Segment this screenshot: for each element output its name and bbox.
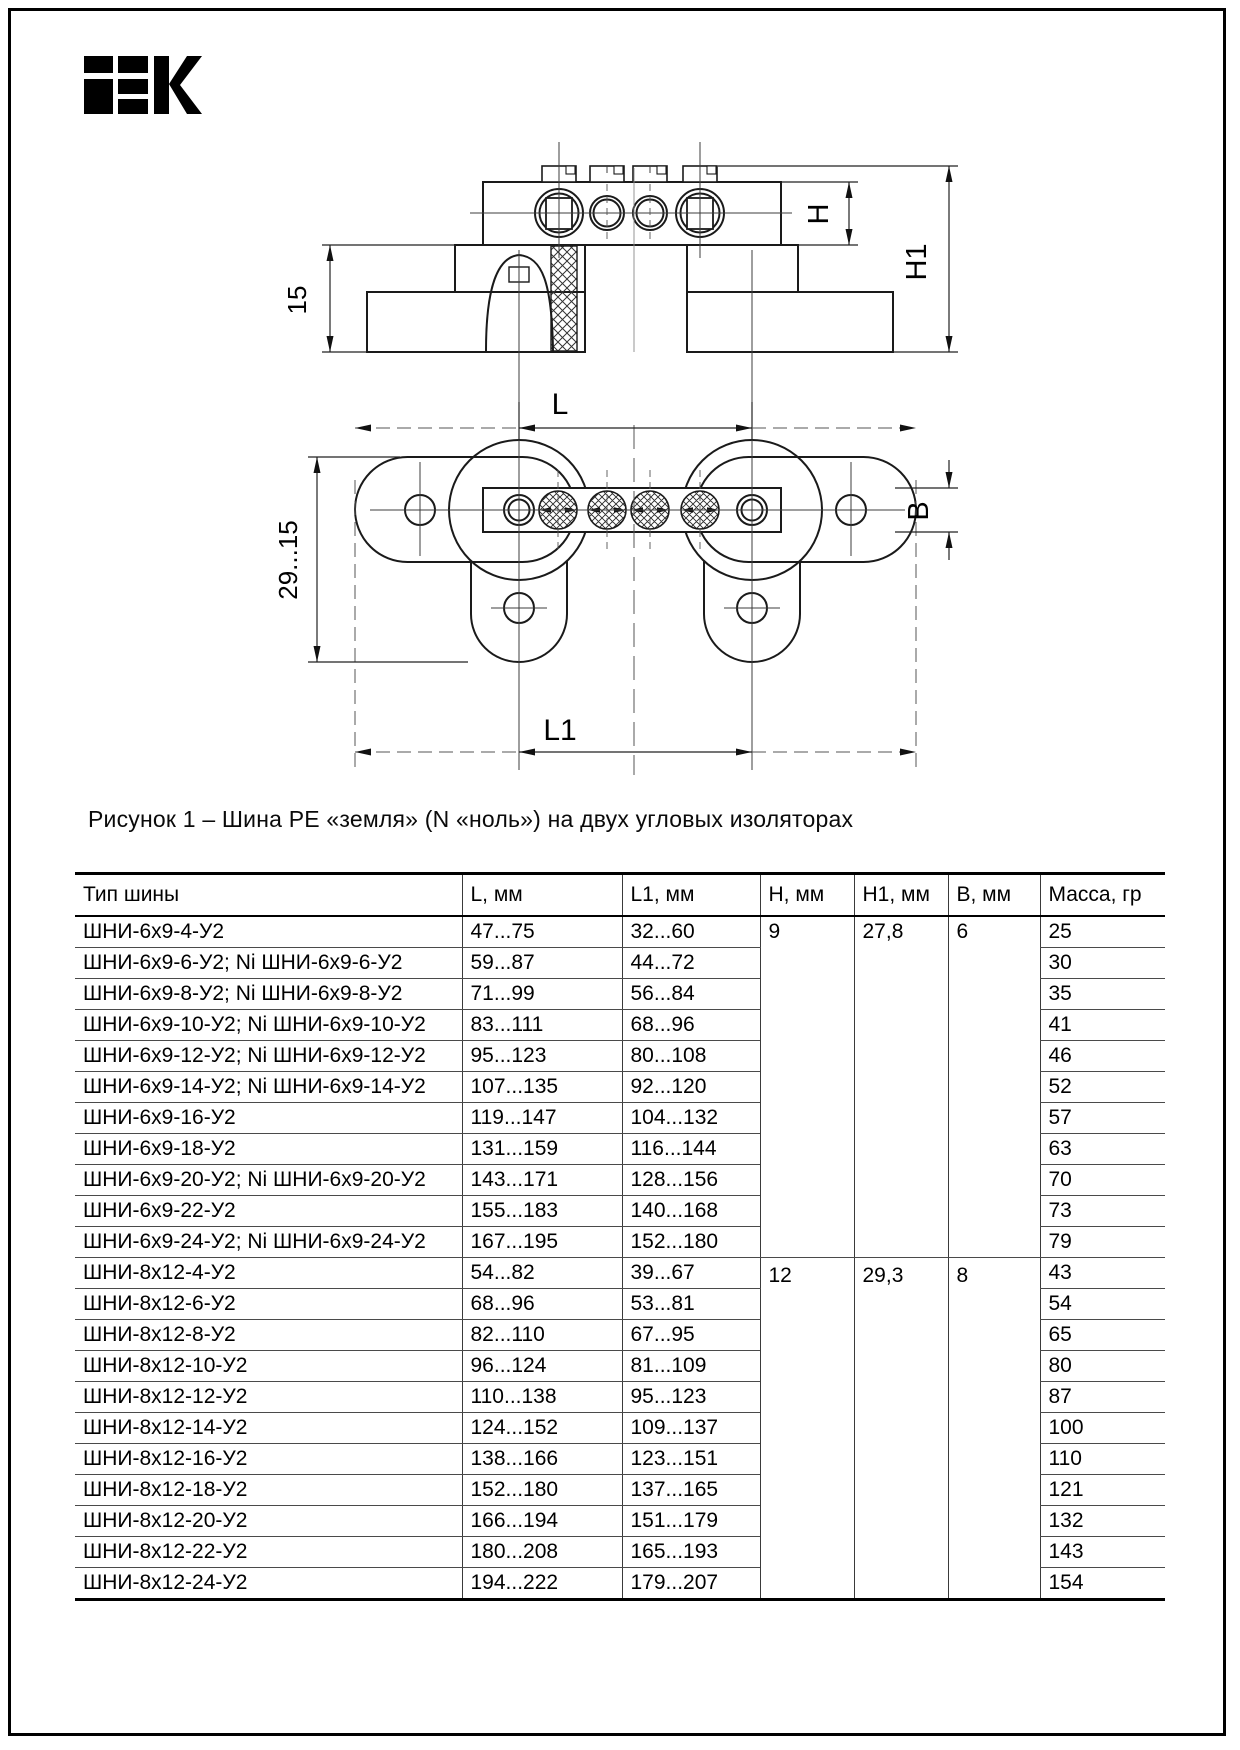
- cell-type: ШНИ-6x9-6-У2; Ni ШНИ-6x9-6-У2: [75, 948, 462, 979]
- cell-mass: 132: [1040, 1506, 1165, 1537]
- cell-l: 95...123: [462, 1041, 622, 1072]
- cell-mass: 30: [1040, 948, 1165, 979]
- dim-label-b: B: [903, 501, 935, 521]
- col-header-h: H, мм: [760, 874, 854, 917]
- cell-l1: 53...81: [622, 1289, 760, 1320]
- cell-mass: 25: [1040, 916, 1165, 948]
- cell-h1: 27,8: [854, 916, 948, 1258]
- col-header-b: B, мм: [948, 874, 1040, 917]
- cell-l: 119...147: [462, 1103, 622, 1134]
- cell-l1: 92...120: [622, 1072, 760, 1103]
- cell-type: ШНИ-6x9-10-У2; Ni ШНИ-6x9-10-У2: [75, 1010, 462, 1041]
- cell-mass: 41: [1040, 1010, 1165, 1041]
- cell-type: ШНИ-6x9-12-У2; Ni ШНИ-6x9-12-У2: [75, 1041, 462, 1072]
- col-header-type: Тип шины: [75, 874, 462, 917]
- cell-l: 167...195: [462, 1227, 622, 1258]
- cell-l: 68...96: [462, 1289, 622, 1320]
- dim-29-15: [273, 457, 468, 662]
- cell-l1: 44...72: [622, 948, 760, 979]
- cell-mass: 54: [1040, 1289, 1165, 1320]
- cell-type: ШНИ-6x9-22-У2: [75, 1196, 462, 1227]
- cell-l1: 104...132: [622, 1103, 760, 1134]
- cell-mass: 46: [1040, 1041, 1165, 1072]
- cell-l: 59...87: [462, 948, 622, 979]
- cell-l: 180...208: [462, 1537, 622, 1568]
- col-header-l1: L1, мм: [622, 874, 760, 917]
- cell-h: 9: [760, 916, 854, 1258]
- dim-label-29-15: 29...15: [273, 520, 303, 600]
- cell-type: ШНИ-8x12-4-У2: [75, 1258, 462, 1289]
- technical-drawing: [0, 0, 1240, 800]
- cell-l1: 123...151: [622, 1444, 760, 1475]
- cell-mass: 100: [1040, 1413, 1165, 1444]
- cell-type: ШНИ-8x12-24-У2: [83, 1571, 248, 1594]
- dim-l: [355, 388, 916, 440]
- cell-type: ШНИ-8x12-6-У2: [75, 1289, 462, 1320]
- cell-h: 12: [760, 1258, 854, 1600]
- cell-l: 194...222: [462, 1568, 622, 1600]
- cell-l: 54...82: [462, 1258, 622, 1289]
- cell-mass: 154: [1040, 1568, 1165, 1600]
- cell-type: ШНИ-8x12-10-У2: [75, 1351, 462, 1382]
- cell-l: 138...166: [462, 1444, 622, 1475]
- elevation-view: [282, 142, 958, 352]
- cell-l: 107...135: [462, 1072, 622, 1103]
- dimensions-table: [75, 872, 1165, 1601]
- cell-l: 166...194: [462, 1506, 622, 1537]
- cell-l1: 116...144: [622, 1134, 760, 1165]
- cell-mass: 65: [1040, 1320, 1165, 1351]
- cell-l: 47...75: [462, 916, 622, 948]
- cell-type: ШНИ-8x12-14-У2: [75, 1413, 462, 1444]
- cell-type: ШНИ-6x9-16-У2: [75, 1103, 462, 1134]
- cell-type: ШНИ-6x9-20-У2; Ni ШНИ-6x9-20-У2: [75, 1165, 462, 1196]
- dim-label-h: H: [803, 203, 835, 225]
- cell-l1: 67...95: [622, 1320, 760, 1351]
- cell-b: 6: [948, 916, 1040, 1258]
- cell-type: ШНИ-8x12-20-У2: [75, 1506, 462, 1537]
- cell-mass: 63: [1040, 1134, 1165, 1165]
- dim-label-l1: L1: [543, 714, 577, 747]
- cell-l1: 151...179: [622, 1506, 760, 1537]
- cell-mass: 87: [1040, 1382, 1165, 1413]
- dim-h: [781, 182, 858, 245]
- cell-l1: 39...67: [622, 1258, 760, 1289]
- cell-l1: 81...109: [622, 1351, 760, 1382]
- cell-l: 96...124: [462, 1351, 622, 1382]
- cell-l1: 56...84: [622, 979, 760, 1010]
- cell-l: 83...111: [462, 1010, 622, 1041]
- cell-type: ШНИ-8x12-8-У2: [75, 1320, 462, 1351]
- cell-type: ШНИ-6x9-4-У2: [75, 916, 462, 948]
- terminal-screws: [542, 166, 717, 182]
- cell-l: 124...152: [462, 1413, 622, 1444]
- cell-l1: 68...96: [622, 1010, 760, 1041]
- col-header-l: L, мм: [462, 874, 622, 917]
- cell-l1: 165...193: [622, 1537, 760, 1568]
- dim-l1: [355, 714, 916, 756]
- cell-l: 110...138: [462, 1382, 622, 1413]
- cell-l1: 152...180: [622, 1227, 760, 1258]
- cell-type: ШНИ-6x9-18-У2: [75, 1134, 462, 1165]
- cell-l1: 109...137: [622, 1413, 760, 1444]
- dim-label-15: 15: [282, 285, 312, 315]
- cell-mass: 70: [1040, 1165, 1165, 1196]
- cell-type: ШНИ-8x12-12-У2: [75, 1382, 462, 1413]
- cell-l1: 140...168: [622, 1196, 760, 1227]
- dim-label-h1: H1: [901, 243, 933, 281]
- dim-b: [895, 460, 958, 560]
- cell-l1: 95...123: [622, 1382, 760, 1413]
- cell-type: ШНИ-8x12-16-У2: [75, 1444, 462, 1475]
- cell-mass: 57: [1040, 1103, 1165, 1134]
- cell-l1: 128...156: [622, 1165, 760, 1196]
- col-header-h1: H1, мм: [854, 874, 948, 917]
- dim-label-l: L: [551, 388, 569, 421]
- table-row: [75, 916, 1165, 948]
- cell-mass: 110: [1040, 1444, 1165, 1475]
- cell-type: ШНИ-6x9-14-У2; Ni ШНИ-6x9-14-У2: [75, 1072, 462, 1103]
- cell-type: ШНИ-6x9-24-У2; Ni ШНИ-6x9-24-У2: [75, 1227, 462, 1258]
- cell-mass: 121: [1040, 1475, 1165, 1506]
- cell-type: ШНИ-8x12-22-У2: [75, 1537, 462, 1568]
- cell-l1: 137...165: [622, 1475, 760, 1506]
- cell-type: ШНИ-6x9-8-У2; Ni ШНИ-6x9-8-У2: [75, 979, 462, 1010]
- cell-l: 131...159: [462, 1134, 622, 1165]
- cell-l: 143...171: [462, 1165, 622, 1196]
- cell-l: 71...99: [462, 979, 622, 1010]
- cell-l: 152...180: [462, 1475, 622, 1506]
- cell-mass: 52: [1040, 1072, 1165, 1103]
- cell-mass: 43: [1040, 1258, 1165, 1289]
- table-header-row: [75, 874, 1165, 917]
- cell-mass: 79: [1040, 1227, 1165, 1258]
- cell-mass: 80: [1040, 1351, 1165, 1382]
- cell-b: 8: [948, 1258, 1040, 1600]
- cell-mass: 73: [1040, 1196, 1165, 1227]
- table-row: [75, 1258, 1165, 1289]
- cell-l1: 179...207: [622, 1568, 760, 1600]
- cell-type: ШНИ-8x12-18-У2: [75, 1475, 462, 1506]
- figure-caption: Рисунок 1 – Шина PE «земля» (N «ноль») на двух угловых изоляторах: [88, 806, 854, 832]
- cell-l: 155...183: [462, 1196, 622, 1227]
- cell-l: 82...110: [462, 1320, 622, 1351]
- cell-l1: 80...108: [622, 1041, 760, 1072]
- cell-l1: 32...60: [622, 916, 760, 948]
- cell-h1: 29,3: [854, 1258, 948, 1600]
- cell-mass: 143: [1040, 1537, 1165, 1568]
- col-header-mass: Масса, гр: [1040, 874, 1165, 917]
- cell-mass: 35: [1040, 979, 1165, 1010]
- section-hatch: [551, 246, 577, 351]
